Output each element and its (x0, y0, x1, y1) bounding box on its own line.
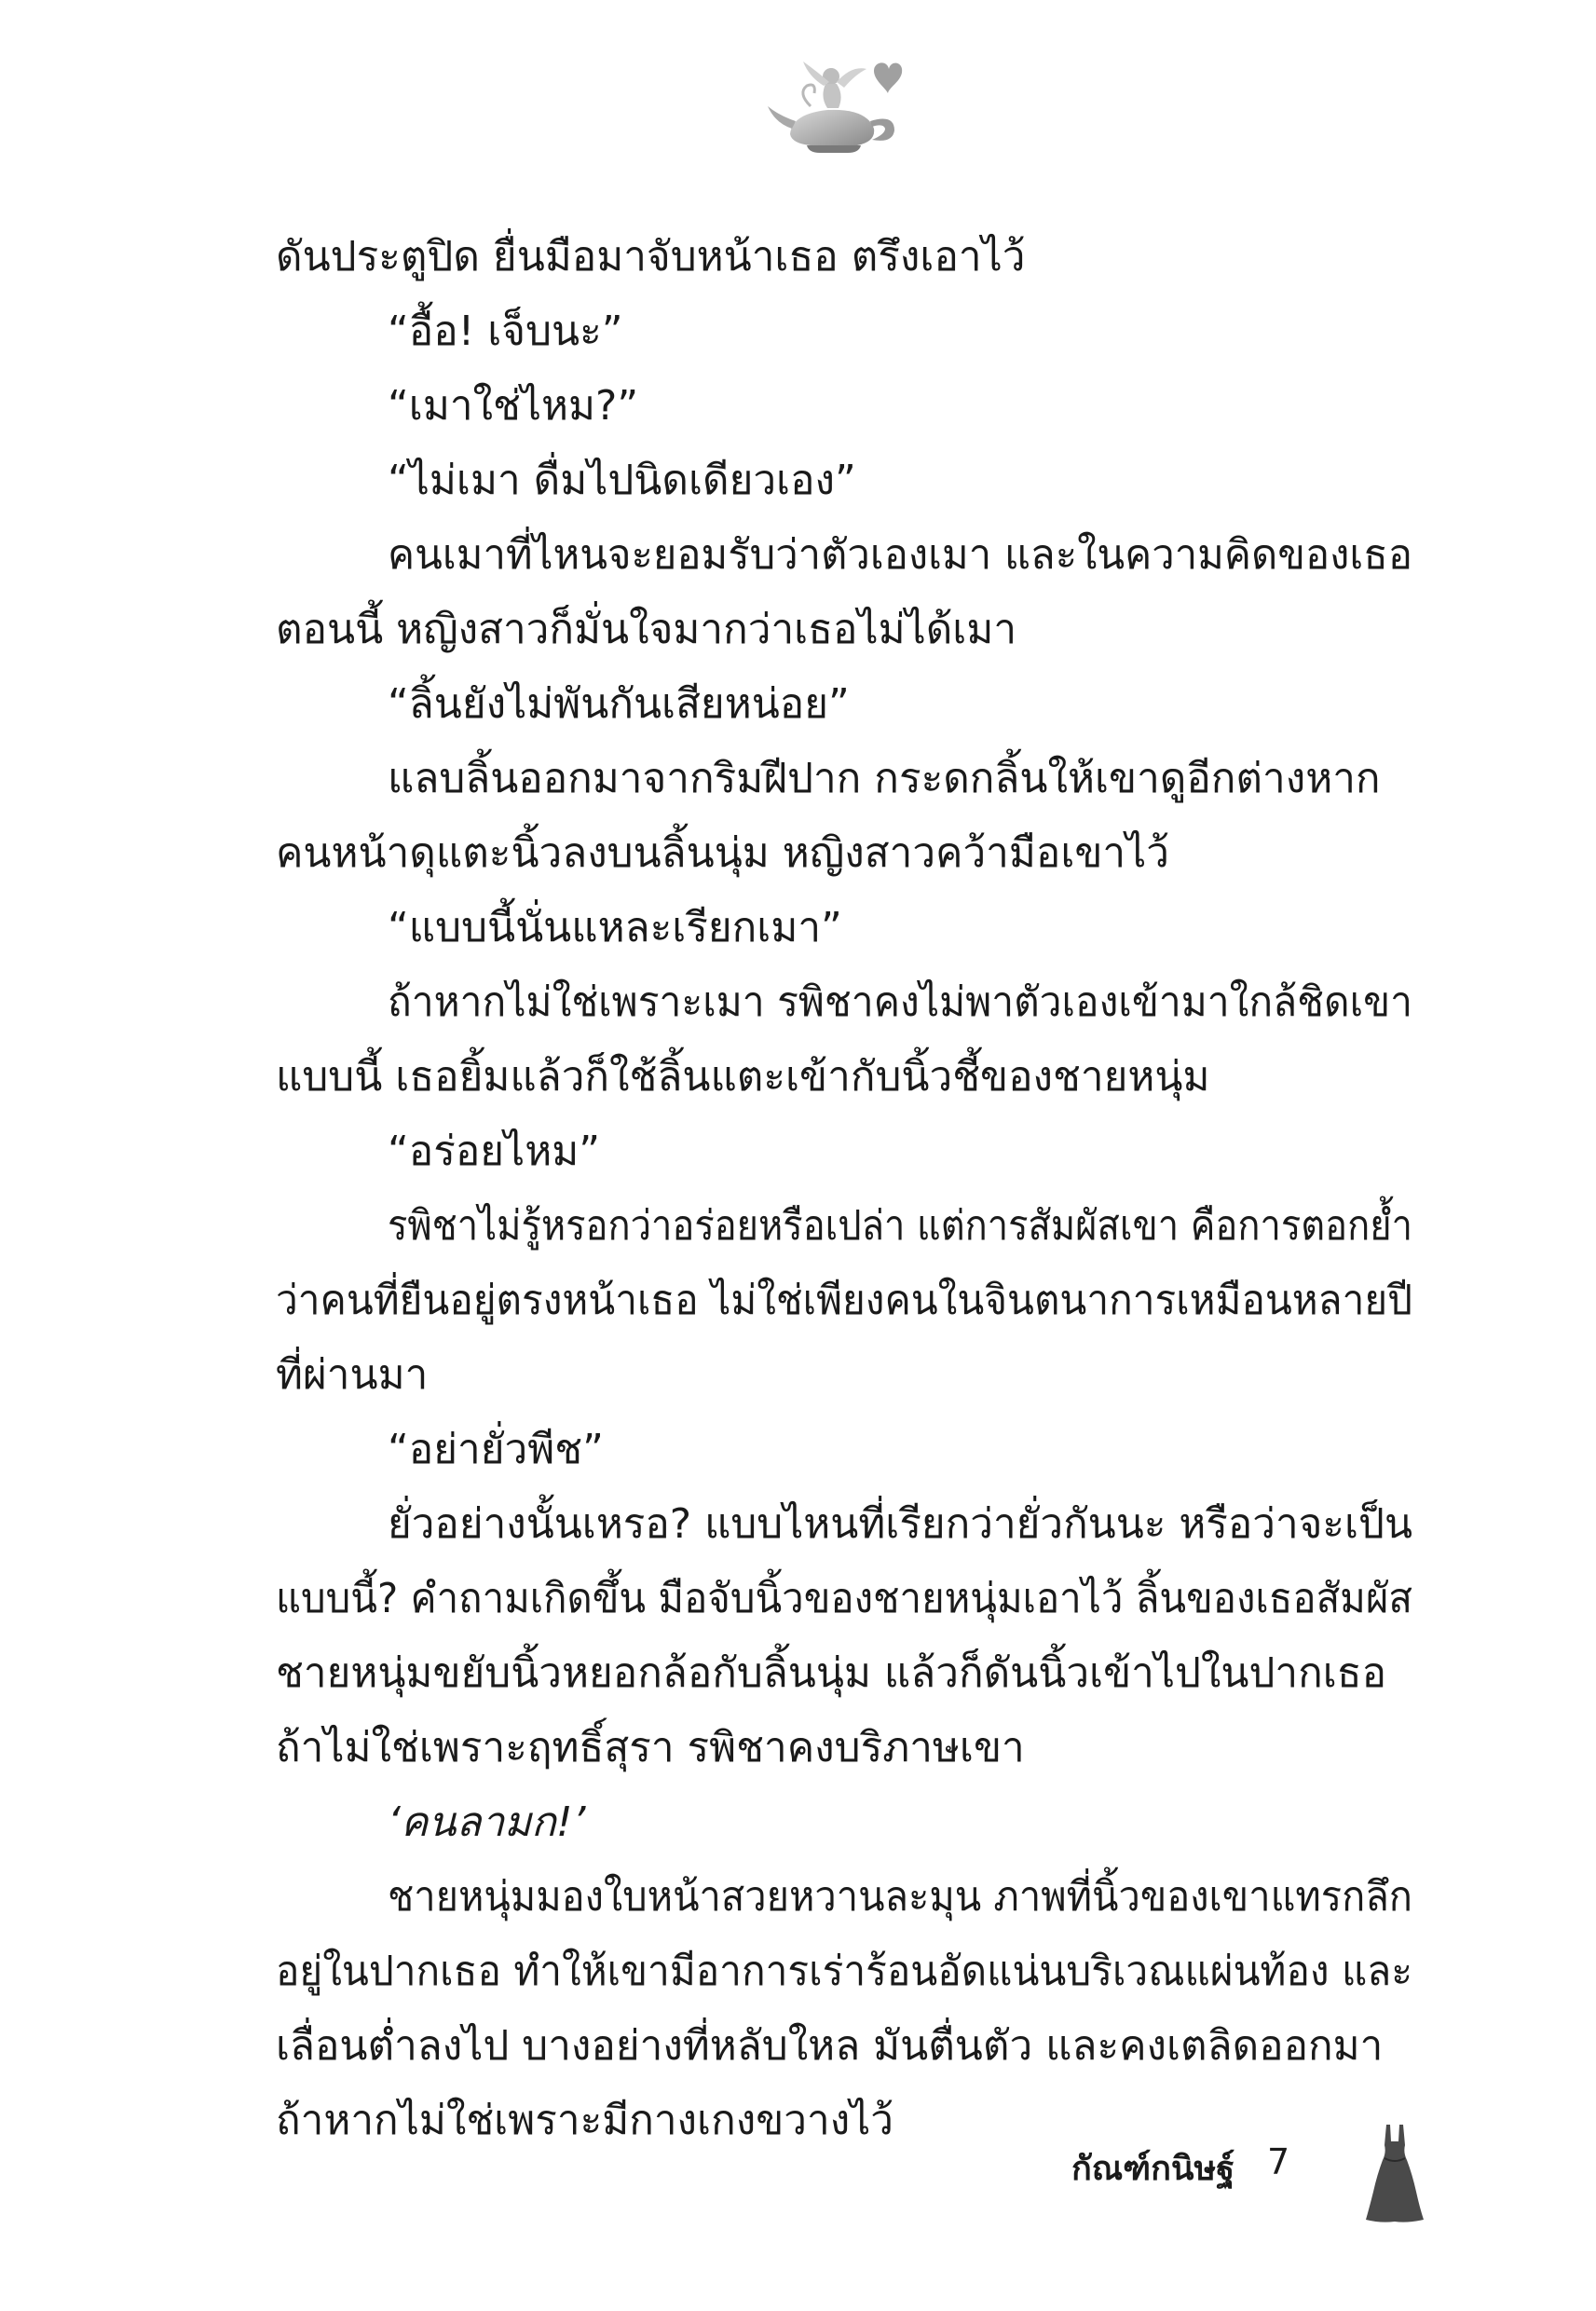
text-line (276, 294, 1412, 369)
text-line (276, 1860, 1412, 1935)
text-line-content: “อื้อ! เจ็บนะ” (388, 308, 623, 355)
text-line (276, 667, 1412, 742)
book-title: กัณฑ์กนิษฐ์ (1071, 2150, 1235, 2188)
text-line (276, 369, 1412, 444)
page-number: 7 (1267, 2141, 1290, 2182)
text-line (276, 816, 1412, 891)
text-line-content: “อย่ายั่วพีช” (388, 1426, 604, 1473)
text-line-content: ดันประตูปิด ยื่นมือมาจับหน้าเธอ ตรึงเอาไว้ (276, 233, 1026, 280)
text-line-content: ยั่วอย่างนั้นเหรอ? แบบไหนที่เรียกว่ายั่วกันนะ หรือว่าจะเป็น (388, 1500, 1412, 1548)
text-line (276, 1114, 1412, 1189)
text-line-content: ‘คนลามก!’ (388, 1798, 586, 1846)
text-line-content: ว่าคนที่ยืนอยู่ตรงหน้าเธอ ไม่ใช่เพียงคนในจินตนาการเหมือนหลายปี (276, 1277, 1412, 1324)
text-line-content: “ไม่เมา ดื่มไปนิดเดียวเอง” (388, 457, 856, 504)
text-line-content: แบบนี้ เธอยิ้มแล้วก็ใช้ลิ้นแตะเข้ากับนิ้วชี้ของชายหนุ่ม (276, 1053, 1210, 1101)
text-line-content: แบบนี้? คำถามเกิดขึ้น มือจับนิ้วของชายหนุ่มเอาไว้ ลิ้นของเธอสัมผัส (276, 1575, 1412, 1622)
text-line (276, 220, 1412, 294)
text-line (276, 1338, 1412, 1413)
text-line (276, 1935, 1412, 2009)
cupid-teapot-icon (755, 48, 922, 160)
text-line-content: “เมาใช่ไหม?” (388, 382, 639, 430)
text-line-content: คนเมาที่ไหนจะยอมรับว่าตัวเองเมา และในความคิดของเธอ (388, 531, 1412, 579)
text-line (276, 1413, 1412, 1487)
body-text (276, 220, 1412, 2158)
text-line-content: “อร่อยไหม” (388, 1128, 600, 1175)
text-line (276, 518, 1412, 593)
text-line (276, 593, 1412, 667)
text-line (276, 1636, 1412, 1711)
text-line-content: ชายหนุ่มมองใบหน้าสวยหวานละมุน ภาพที่นิ้วของเขาแทรกลึก (388, 1873, 1412, 1921)
text-line (276, 2009, 1412, 2084)
text-line-content: ถ้าหากไม่ใช่เพราะเมา รพิชาคงไม่พาตัวเองเข้ามาใกล้ชิดเขา (388, 978, 1412, 1026)
text-line-content: “ลิ้นยังไม่พันกันเสียหน่อย” (388, 680, 850, 728)
text-line-content: ตอนนี้ หญิงสาวก็มั่นใจมากว่าเธอไม่ได้เมา (276, 606, 1017, 653)
text-line-content: รพิชาไม่รู้หรอกว่าอร่อยหรือเปล่า แต่การสัมผัสเขา คือการตอกย้ำ (388, 1202, 1412, 1250)
dress-icon (1362, 2121, 1427, 2223)
text-line-content: ที่ผ่านมา (276, 1351, 429, 1399)
text-line-content: คนหน้าดุแตะนิ้วลงบนลิ้นนุ่ม หญิงสาวคว้ามือเขาไว้ (276, 829, 1169, 877)
text-line (276, 891, 1412, 965)
text-line-content: ถ้าหากไม่ใช่เพราะมีกางเกงขวางไว้ (276, 2097, 894, 2144)
text-line-content: แลบลิ้นออกมาจากริมฝีปาก กระดกลิ้นให้เขาดูอีกต่างหาก (388, 755, 1381, 802)
text-line-content: ชายหนุ่มขยับนิ้วหยอกล้อกับลิ้นนุ่ม แล้วก็ดันนิ้วเข้าไปในปากเธอ (276, 1649, 1387, 1697)
text-line (276, 1264, 1412, 1338)
text-line (276, 965, 1412, 1040)
text-line-content: อยู่ในปากเธอ ทำให้เขามีอาการเร่าร้อนอัดแน่นบริเวณแผ่นท้อง และ (276, 1948, 1412, 1995)
text-line (276, 1040, 1412, 1114)
text-line (276, 742, 1412, 816)
text-line (276, 1785, 1412, 1860)
text-line-content: ถ้าไม่ใช่เพราะฤทธิ์สุรา รพิชาคงบริภาษเขา (276, 1724, 1025, 1771)
text-line (276, 444, 1412, 518)
text-line (276, 1189, 1412, 1264)
text-line-content: เลื่อนต่ำลงไป บางอย่างที่หลับใหล มันตื่นตัว และคงเตลิดออกมา (276, 2022, 1384, 2070)
text-line (276, 1562, 1412, 1636)
text-line (276, 1711, 1412, 1785)
page-footer (0, 2121, 1596, 2223)
text-line (276, 1487, 1412, 1562)
text-line-content: “แบบนี้นั่นแหละเรียกเมา” (388, 904, 842, 951)
